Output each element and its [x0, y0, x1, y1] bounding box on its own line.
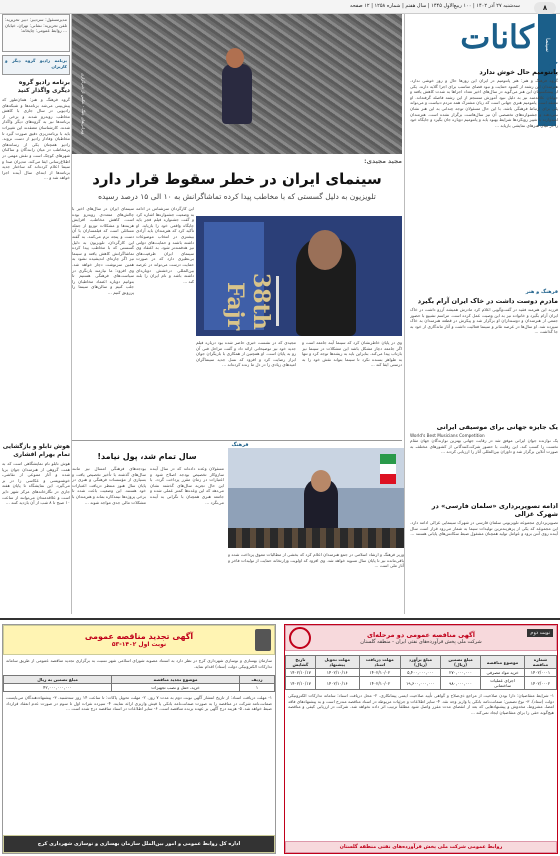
tender-right-header-cell: مهلت دریافت اسناد [359, 656, 401, 669]
left-bottom-title: هوش تابلو و بازگشایی تمام بهرام افشاری [2, 443, 70, 458]
right-head-2: مادرم دوست داشت در خاک ایران آرام بگیرد [417, 297, 558, 305]
column-rule-right [404, 14, 405, 614]
tender-right-cell: ۱۴۰۲/۱۰/۱۶ [315, 677, 359, 690]
second-body-col-1: بودجه‌های فرهنگی امسال نیز مانند سال‌های گذشته با تأخیر تخصیص یافت و بسیاری از مؤسسات فرهنگی و هنری در پایان سال هنوز منتظر دریافت اعتبارات خود هستند. این وضعیت باعث شده تا برخی پروژه‌ها نیمه‌کاره بماند و هنرمندان با مشکلات مالی جدی مواجه شوند ... [72, 466, 146, 505]
second-body-col-2: مسئولان وعده داده‌اند که در سال آینده سازوکار تخصیص بودجه اصلاح شود و اعتبارات در زمان مقرر پرداخت گردد. با این حال تجربه سال‌های گذشته نشان می‌دهد که این وعده‌ها کمتر عملی شده و جامعه هنری همچنان با نگرانی به آینده می‌نگرد ... [150, 466, 224, 505]
tender-ad-left [2, 624, 276, 854]
tender-right-cell: ۱۴۰۲/۱۰/۱۶ [315, 669, 359, 677]
tender-right-cell: ۱۴۰۲/۰۰۰۱ [524, 669, 556, 677]
main-subheadline: تلویزیون به دلیل گسستی که با مخاطب پیدا کرده تماشاگرانش به ۱۰ الی ۱۵ درصد رسیده [98, 192, 376, 201]
tender-ads-area [0, 618, 560, 856]
hero-photo [72, 14, 402, 154]
page-number: ۸ [534, 2, 556, 14]
tender-left-cell: ۱ [239, 684, 274, 692]
tender-left-number: نوبت اول ۱۴۰۲-۵۳ [111, 641, 167, 648]
award-en-name: World's Best Musicians Competition [410, 433, 485, 438]
festival-photo [196, 216, 402, 336]
tender-left-header-cell: موضوع تجدید مناقصه [112, 676, 240, 684]
tender-left-row [4, 684, 275, 692]
logo-text: کانات [460, 18, 534, 56]
tender-right-header-cell: مبلغ تضمین (ریال) [440, 656, 480, 669]
date-line: سه‌شنبه ۲۷ آذر ۱۴۰۲ | ۱۰۰ ربیع‌الاول ۱۴۴۵ | سال هفتم | شماره ۱۲۵۸ | ۱۲ صفحه [349, 3, 520, 9]
festival-poster [204, 222, 274, 330]
tender-right-row [286, 677, 557, 690]
tender-right-header-cell: تاریخ گشایش [286, 656, 316, 669]
tender-right-header-cell: شماره مناقصه [524, 656, 556, 669]
main-body-col-2: این کارگردان سرشناس در ادامه به وضعیت جشنواره‌ها اشاره کرد و گفت جشنواره فیلم فجر باید جایگاه واقعی خود را بازیابد. او تأکید کرد که هنرمندان باید آزادی بیشتری در انتخاب موضوعات داشته باشند و حمایت‌های دولتی نیز هدفمندتر شود. به اعتقاد وی سینمای ایران ظرفیت‌های بی‌نظیری دارد که در صورت حمایت درست می‌تواند در عرصه بین‌المللی درخشش دوباره‌ای داشته باشد و نام ایران را بلند کند ... [136, 206, 194, 284]
audience [228, 528, 404, 548]
tender-right-cell: ۵,۴۰۰,۰۰۰,۰۰۰ [401, 669, 441, 677]
tender-left-header-cell: مبلغ تضمین به ریال [4, 676, 112, 684]
tender-right-band [285, 625, 557, 651]
left-article-title: برنامه رادیو گروه دیگری واگذار کنید [17, 79, 70, 94]
person-head [226, 48, 244, 68]
right-body-3: یک نوازنده جوان ایرانی موفق شد در رقابت جهانی بهترین نوازندگان جهان مقام نخست را کسب کند. این رقابت با حضور شرکت‌کنندگانی از کشورهای مختلف به صورت آنلاین برگزار شد و داوران بین‌المللی آثار را ارزیابی کردند ... [410, 438, 558, 455]
tender-ad-right [284, 624, 558, 854]
main-body-col-3: مجیدی که در نشست خبری حاضر شده بود درباره فیلم جدید خود نیز توضیحاتی ارائه داد و گفت مراحل فنی آن رو به پایان است. او همچنین از همکاری با بازیگران جوان ابراز رضایت کرد و افزود که نسل جدید سینماگران امیدهای زیادی را در دل ما زنده کرده‌اند ... [196, 340, 296, 368]
top-date-strip [0, 0, 560, 14]
right-body-2: فرزند این هنرمند فقید در گفت‌وگویی اعلام کرد مادرش همیشه آرزو داشت در خاک ایران آرام بگیرد و خانواده نیز به این وصیت عمل کرده است. مراسم تشییع با حضور جمعی از هنرمندان و دوستداران او برگزار شد و پیکرش در قطعه هنرمندان به خاک سپرده شد. او سال‌ها در عرصه تئاتر و سینما فعالیت داشت و آثار ماندگاری از خود به جا گذاشت ... [410, 307, 558, 335]
conference-photo [228, 448, 404, 548]
tender-left-intro: سازمان بهسازی و نوسازی شهرداری کرج در نظر دارد به استناد مصوبه شورای اسلامی شهر نسبت به برگزاری تجدید مناقصه عمومی از طریق سامانه تدارکات الکترونیکی دولت (ستاد) اقدام نماید. [6, 658, 272, 669]
tender-left-band [3, 625, 275, 655]
organization-emblem-icon [255, 629, 271, 651]
microphone [276, 276, 279, 326]
hero-caption: ویرانی‌های جنگ - عکس از خبرگزاری [81, 72, 86, 134]
tender-right-cell: ۱۴۰۲/۱۰/۰۲ [359, 677, 401, 690]
tender-left-cell: خرید، حمل و نصب تجهیزات [112, 684, 240, 692]
article-author: مجید مجیدی: [364, 158, 402, 165]
tender-ref: نوبت دوم [527, 629, 553, 637]
tender-left-cell: ۴۲,۰۰۰,۰۰۰,۰۰۰ [4, 684, 112, 692]
right-kicker-2: فرهنگ و هنر [525, 289, 558, 295]
tender-right-table [285, 655, 557, 690]
tender-right-cell: اجرای عملیات ساختمانی [481, 677, 525, 690]
right-kicker: خبر [549, 60, 558, 66]
second-article-tag: فرهنگ [231, 442, 249, 448]
masthead [424, 18, 534, 54]
side-label: سینما [544, 38, 551, 52]
right-head-3: یک جایزه جهانی برای موسیقی ایرانی [436, 423, 558, 431]
main-body-col-1: سینمای ایران در سال‌های اخیر با چالش‌های متعددی روبه‌رو بوده است. کاهش مخاطب، افزایش هزینه‌ها و مشکلات توزیع از جمله مسائلی است که فیلمسازان با آن دست و پنجه نرم می‌کنند. به گفته این کارگردان، تلویزیون به دلیل گسستی که با مخاطب پیدا کرده تماشاگرانش کاهش یافته و سینما نیز اگر چاره‌ای اندیشیده نشود به همین سرنوشت دچار خواهد شد. وی افزود: ما نیازمند بازنگری در سیاست‌های فرهنگی هستیم تا بتوانیم دوباره اعتماد مخاطبان را جلب کنیم و سالن‌های سینما را پررونق کنیم ... [72, 206, 134, 295]
tender-right-header-cell: مهلت تحویل پیشنهاد [315, 656, 359, 669]
tender-left-table [3, 675, 275, 692]
tender-right-cell: ۲۷۰,۰۰۰,۰۰۰ [440, 669, 480, 677]
tender-right-footer: روابط عمومی شرکت ملی پخش فرآورده‌های نفتی منطقه گلستان [285, 841, 557, 853]
tender-right-cell: ۱۹,۶۰۰,۰۰۰,۰۰۰ [401, 677, 441, 690]
tender-right-cell: ۱۴۰۲/۱۰/۱۷ [286, 669, 316, 677]
main-body-col-4: وی در پایان خاطرنشان کرد که سینما آینه جامعه است و اگر جامعه دچار مشکل باشد این مشکلات در سینما نیز بازتاب پیدا می‌کند. بنابراین باید به ریشه‌ها توجه کرد و تنها به ظواهر بسنده نکرد تا سینما بتواند نقش خود را به درستی ایفا کند ... [302, 340, 402, 368]
tender-right-cell: ۱۴۰۲/۱۰/۰۲ [359, 669, 401, 677]
right-body-4: تصویربرداری مجموعه تلویزیونی سلمان فارسی در شهرک سینمایی غزالی ادامه دارد. این مجموعه که یکی از پرهزینه‌ترین تولیدات سیما به شمار می‌رود قرار است سال آینده روی آنتن برود و عوامل تولید همچنان مشغول ضبط سکانس‌های پایانی هستند ... [410, 520, 558, 537]
tender-left-title: آگهی تجدید مناقصه عمومی [84, 632, 194, 641]
speaker-face [308, 230, 342, 270]
flag-icon [380, 454, 396, 484]
tender-right-row [286, 669, 557, 677]
tender-right-title: آگهی مناقصه عمومی دو مرحله‌ای [366, 631, 476, 639]
left-ad-2 [2, 55, 70, 75]
article-divider [72, 440, 402, 441]
tender-left-footer: اداره کل روابط عمومی و امور بین‌الملل سازمان بهسازی و نوسازی شهرداری کرج [3, 835, 275, 853]
company-logo [289, 627, 311, 649]
tender-left-terms: ۱- مهلت دریافت اسناد: از تاریخ انتشار آگهی نوبت دوم به مدت ۷ روز. ۲- مهلت تحویل پاکات: تا ساعت ۱۴ روز سه‌شنبه. ۳- پیشنهاددهندگان می‌بایست ضمانت‌نامه شرکت در مناقصه را به صورت ضمانت‌نامه بانکی یا فیش واریزی ارائه نمایند. ۴- سپرده نفرات اول تا سوم در صورت عدم انعقاد قرارداد ضبط خواهد شد. ۵- هزینه درج آگهی بر عهده برنده مناقصه است. ۶- سایر اطلاعات در اسناد مناقصه درج شده است ... [6, 695, 272, 712]
tender-right-cell: ۱۴۰۲/۱۰/۱۷ [286, 677, 316, 690]
tender-left-header-cell: ردیف [239, 676, 274, 684]
tender-right-header-cell: مبلغ برآورد (ریال) [401, 656, 441, 669]
right-column [410, 60, 558, 590]
left-column [2, 14, 70, 714]
right-head-1: پانتومیم حال خوش ندارد [479, 68, 558, 76]
tender-right-subtitle: شرکت ملی پخش فرآورده‌های نفتی ایران - منطقه گلستان [360, 639, 482, 645]
tender-right-terms: ۱- شرایط متقاضیان: دارا بودن صلاحیت از مراجع ذی‌صلاح و گواهی تأیید صلاحیت ایمنی پیمانکاری. ۲- محل دریافت اسناد: سامانه تدارکات الکترونیکی دولت (ستاد). ۳- نوع تضمین: ضمانت‌نامه بانکی یا واریز وجه نقد. ۴- سایر اطلاعات و جزئیات مربوطه در اسناد مناقصه مندرج است و به پیشنهادهای فاقد امضا، مشروط، مخدوش و پیشنهادهایی که بعد از انقضای مدت مقرر واصل شود مطلقاً ترتیب اثر داده نخواهد شد. شرکت در ارزیابی کیفی و مناقصه هیچ‌گونه حقی را برای متقاضیان ایجاد نمی‌کند ... [288, 693, 555, 715]
left-top-ad: مدیرمسئول: سردبیر: دبیر تحریریه: تلفن تحریریه: نشانی: تهران، خیابان ... روابط عمومی: چاپخانه: [2, 14, 70, 52]
right-body-1: گروه فرهنگ و هنر: هنر پانتومیم در ایران این روزها حال و روز خوشی ندارد. هنرمندان این رشته از کمبود حمایت و نبود فضای مناسب برای اجرا گلایه دارند. یکی از پیشکسوتان این هنر می‌گوید در سال‌های اخیر تعداد اجراها به شدت کاهش یافته و جوانان علاقه‌مند نیز به دلیل نبود آموزش منسجم از این رشته فاصله گرفته‌اند. او معتقد است پانتومیم هنری جهانی است که زبان مشترک همه مردم دنیاست و می‌تواند پلی برای ارتباط فرهنگی باشد. با این حال مسئولان توجه چندانی به این هنر نشان نمی‌دهند و جشنواره‌های تخصصی آن نیز سال‌هاست برگزار نشده است. هنرمندان امیدوارند با تغییر رویکردها شرایط بهبود یابد و پانتومیم دوباره جان بگیرد و جایگاه خود را در میان هنرهای نمایشی بازیابد ... [410, 78, 558, 128]
person-figure [222, 64, 252, 124]
left-ad-title: برنامه رادیو گروه دیگر و کاربران [5, 58, 67, 69]
main-headline: سینمای ایران در خطر سقوط قرار دارد [92, 170, 382, 188]
second-body-col-3: وزیر فرهنگ و ارشاد اسلامی در جمع هنرمندان اعلام کرد که بخشی از مطالبات معوق پرداخت شده و باقی‌مانده نیز تا پایان سال تسویه خواهد شد. وی افزود که اولویت وزارتخانه حمایت از تولیدات فاخر و آثار ملی است ... [228, 552, 404, 569]
tender-right-header-cell: موضوع مناقصه [481, 656, 525, 669]
minister-face [311, 470, 331, 492]
left-bottom-body: هوش تابلو نام نمایشگاهی است که به همت گروهی از هنرمندان جوان برپا شده و آثار متنوعی از نقاشی، خوشنویسی و عکاسی را در بر می‌گیرد. این نمایشگاه تا پایان هفته جاری در نگارخانه‌های مرکز شهر دایر است و علاقه‌مندان می‌توانند از ساعت ۱۰ صبح تا ۸ شب از آن بازدید کنند ... [2, 461, 70, 506]
tender-right-cell: ۱۴۰۲/۰۰۰۲ [524, 677, 556, 690]
tender-right-cell: خرید مواد مصرفی [481, 669, 525, 677]
tender-right-cell: ۹۸۰,۰۰۰,۰۰۰ [440, 677, 480, 690]
festival-poster-label: 38th Fajr [222, 273, 274, 330]
second-article-title: سال تمام شد، پول نیامد! [97, 452, 197, 461]
left-article-body: گروه فرهنگ و هنر: همان‌طور که پیش‌بینی می‌شد برنامه‌ها و شبکه‌های رادیویی در سال جاری با کاهش مخاطب روبه‌رو شدند و برخی از برنامه‌ها نیز به گروه‌های دیگر واگذار شدند. کارشناسان معتقدند این تغییرات باید با برنامه‌ریزی دقیق صورت گیرد تا مخاطبان وفادار رادیو از دست نروند. رادیو همچنان یکی از رسانه‌های پرمخاطب در میان رانندگان و ساکنان شهرهای کوچک است و نقش مهمی در اطلاع‌رسانی ایفا می‌کند. مدیران صدا و سیما اعلام کرده‌اند که ساختار جدید برنامه‌ها از ابتدای سال آینده اجرا خواهد شد و ... [2, 97, 70, 181]
right-head-4: ادامه تصویربرداری «سلمان فارسی» در شهرک غزالی [431, 502, 558, 518]
